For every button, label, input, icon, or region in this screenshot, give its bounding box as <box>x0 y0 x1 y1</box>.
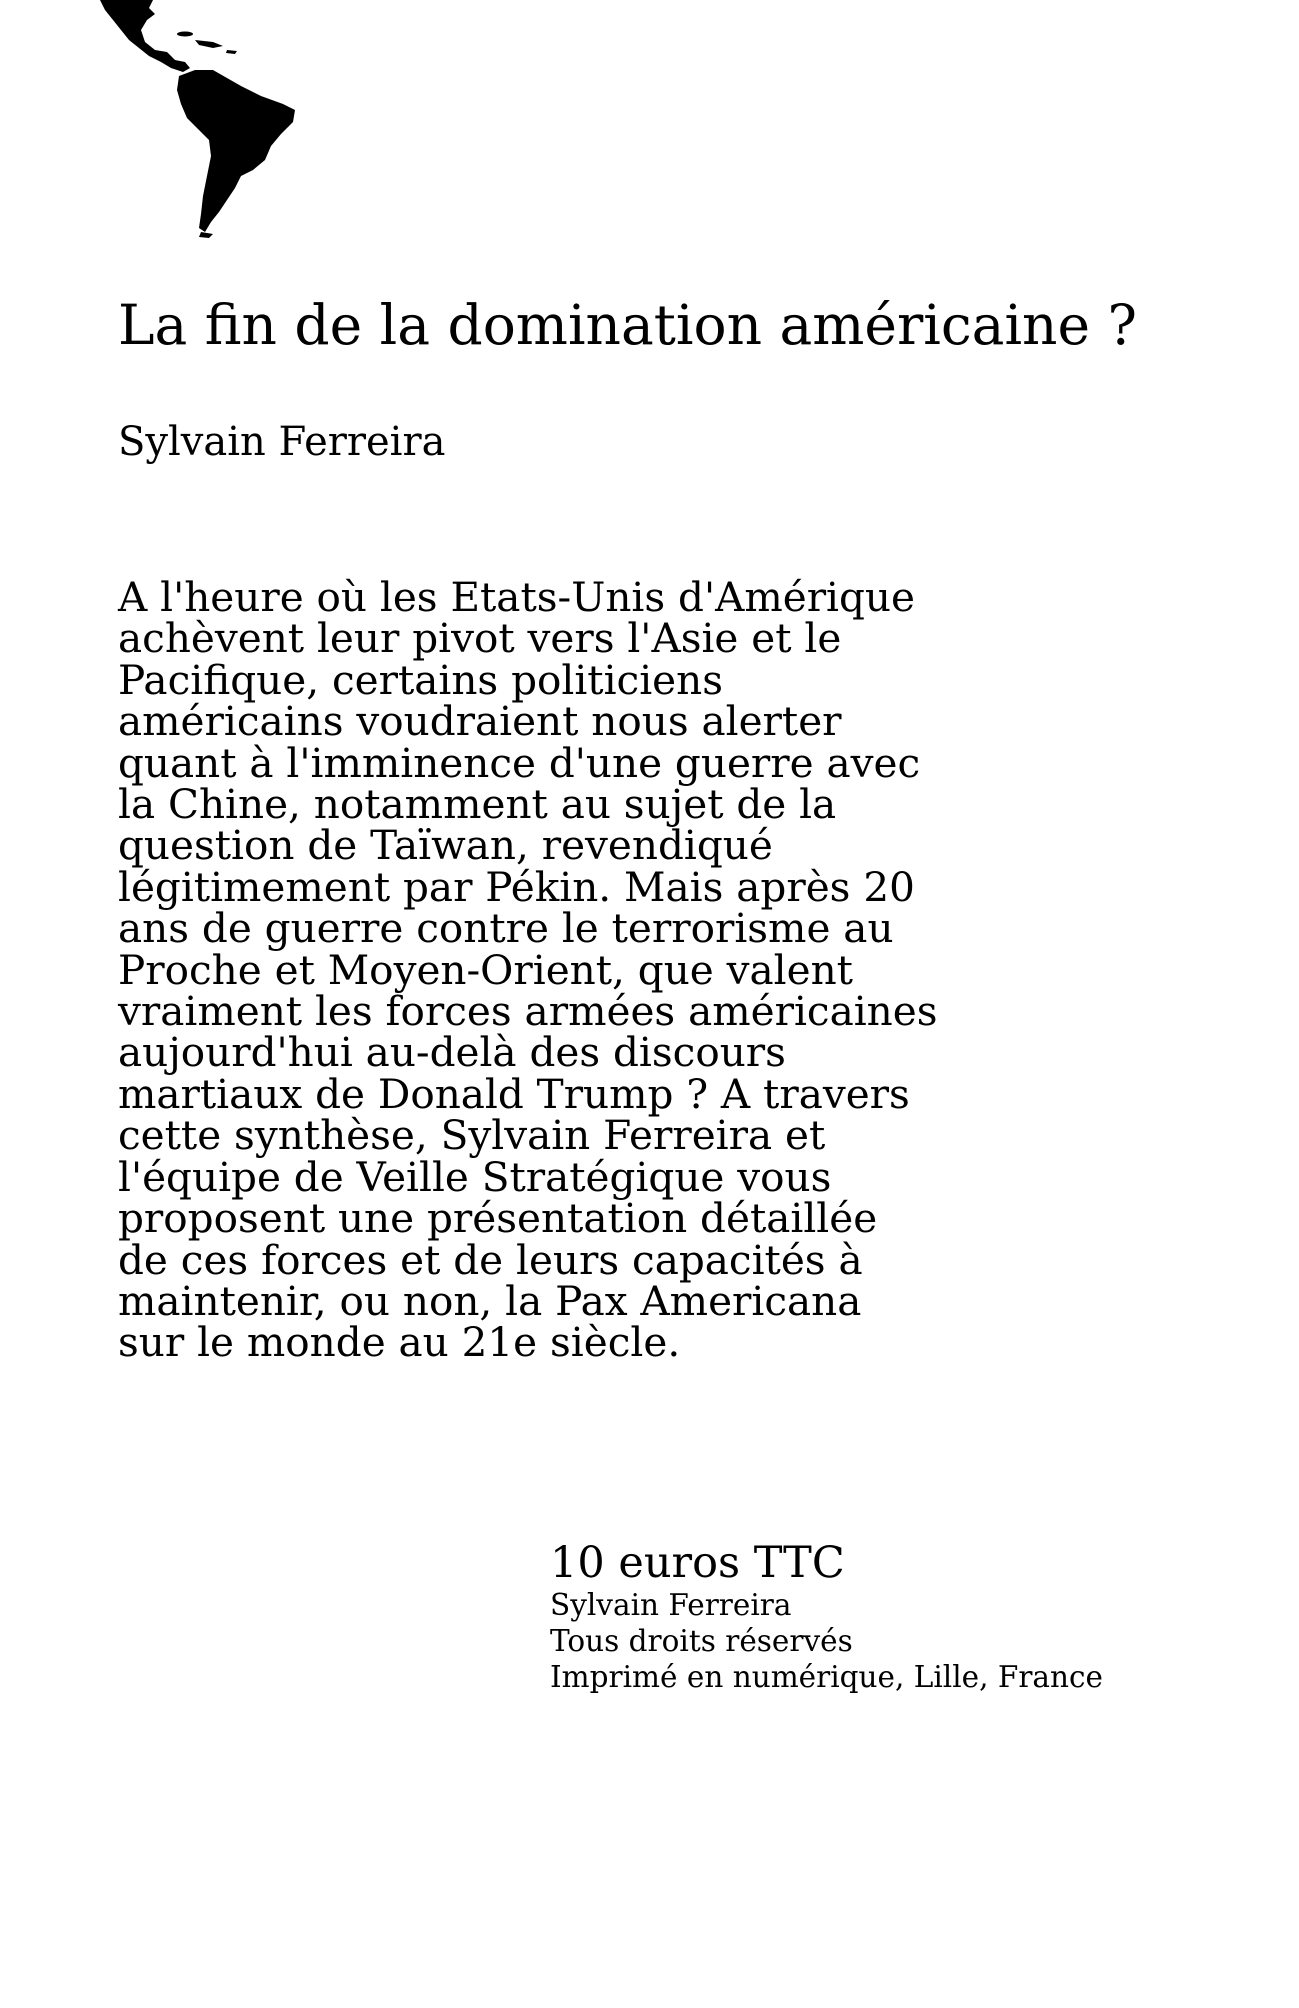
summary-line: Proche et Moyen-Orient, que valent <box>118 945 853 994</box>
price-label: 10 euros TTC <box>550 1538 845 1588</box>
book-summary <box>118 573 978 1367</box>
summary-line: proposent une présentation détaillée <box>118 1194 878 1243</box>
printing-notice: Imprimé en numérique, Lille, France <box>550 1660 1103 1695</box>
colophon <box>550 1540 1103 1695</box>
summary-line: sur le monde au 21e siècle. <box>118 1318 681 1367</box>
summary-line: légitimement par Pékin. Mais après 20 <box>118 862 915 911</box>
summary-line: A l'heure où les Etats-Unis d'Amérique <box>118 573 915 621</box>
summary-line: américains voudraient nous alerter <box>118 697 842 746</box>
summary-line: achèvent leur pivot vers l'Asie et le <box>118 614 842 663</box>
colophon-author: Sylvain Ferreira <box>550 1588 792 1623</box>
summary-line: la Chine, notamment au sujet de la <box>118 780 837 829</box>
summary-line: Pacifique, certains politiciens <box>118 655 723 704</box>
americas-map-icon <box>95 0 325 240</box>
rights-notice: Tous droits réservés <box>550 1624 853 1659</box>
summary-line: ans de guerre contre le terrorisme au <box>118 904 894 953</box>
summary-line: vraiment les forces armées américaines <box>118 987 938 1036</box>
summary-line: l'équipe de Veille Stratégique vous <box>118 1152 832 1201</box>
author-name: Sylvain Ferreira <box>118 419 446 465</box>
book-title: La fin de la domination américaine ? <box>118 293 1137 357</box>
summary-line: quant à l'imminence d'une guerre avec <box>118 738 921 787</box>
summary-line: question de Taïwan, revendiqué <box>118 821 773 870</box>
summary-line: aujourd'hui au-delà des discours <box>118 1028 786 1077</box>
summary-line: de ces forces et de leurs capacités à <box>118 1235 863 1284</box>
summary-line: martiaux de Donald Trump ? A travers <box>118 1069 910 1118</box>
summary-line: cette synthèse, Sylvain Ferreira et <box>118 1111 826 1160</box>
summary-line: maintenir, ou non, la Pax Americana <box>118 1276 862 1325</box>
